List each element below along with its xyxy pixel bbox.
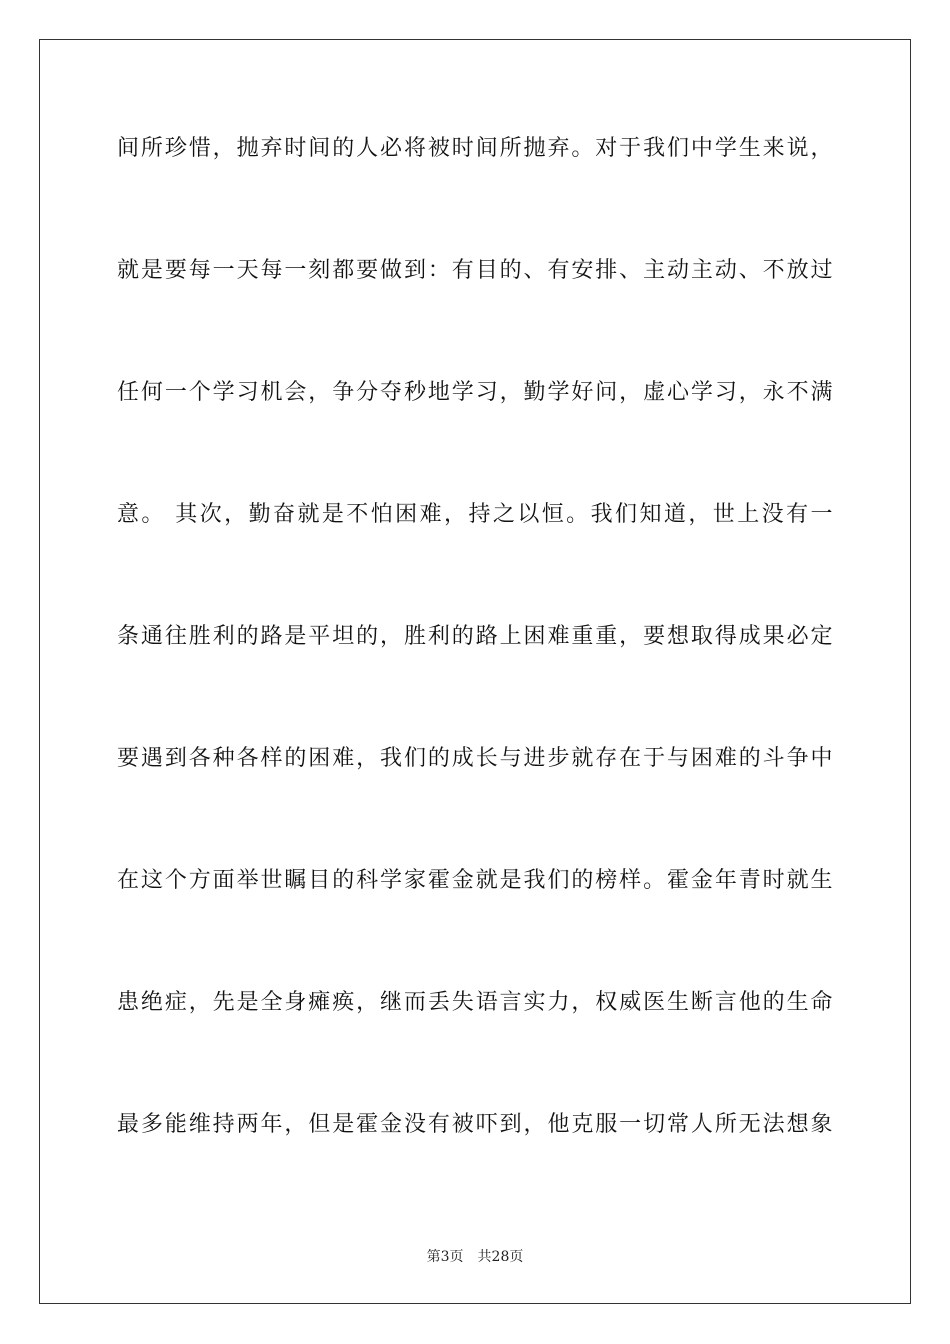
body-line-3: 任何一个学习机会，争分夺秒地学习，勤学好问，虚心学习，永不满: [117, 380, 833, 405]
body-line-8: 患绝症，先是全身瘫痪，继而丢失语言实力，权威医生断言他的生命: [117, 990, 833, 1015]
body-line-5: 条通往胜利的路是平坦的，胜利的路上困难重重，要想取得成果必定: [117, 624, 833, 649]
body-line-7: 在这个方面举世瞩目的科学家霍金就是我们的榜样。霍金年青时就生: [117, 868, 833, 893]
body-line-2: 就是要每一天每一刻都要做到：有目的、有安排、主动主动、不放过: [117, 258, 833, 283]
page-total: 共28页: [477, 1249, 524, 1265]
page-number: 第3页: [426, 1249, 464, 1265]
body-line-1: 间所珍惜，抛弃时间的人必将被时间所抛弃。对于我们中学生来说，: [117, 136, 833, 161]
body-line-4: 意。 其次，勤奋就是不怕困难，持之以恒。我们知道，世上没有一: [117, 502, 833, 527]
body-line-9: 最多能维持两年，但是霍金没有被吓到，他克服一切常人所无法想象: [117, 1112, 833, 1137]
document-body: [117, 128, 833, 1226]
page-footer: [0, 1246, 950, 1266]
body-line-6: 要遇到各种各样的困难，我们的成长与进步就存在于与困难的斗争中: [117, 746, 833, 771]
